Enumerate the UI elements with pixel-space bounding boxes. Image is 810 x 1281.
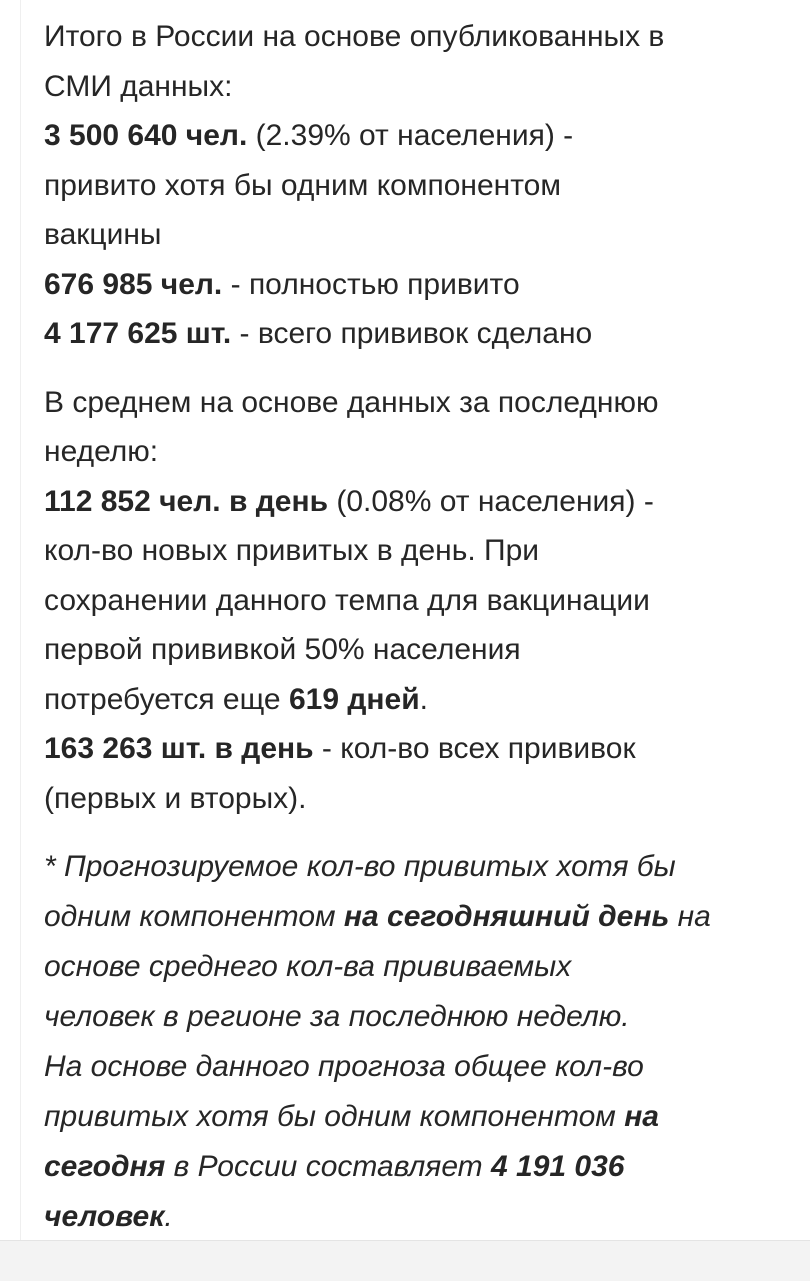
intro-line bbox=[44, 12, 764, 62]
forecast-line bbox=[44, 1192, 764, 1242]
forecast-text: основе среднего кол-ва прививаемых bbox=[44, 950, 572, 983]
fully-vaccinated-line bbox=[44, 260, 764, 310]
russia-totals-section bbox=[44, 12, 764, 359]
forecast-emphasis: на сегодняшний день bbox=[343, 900, 670, 933]
forecast-text: в России составляет bbox=[165, 1150, 491, 1183]
total-doses-line bbox=[44, 309, 764, 359]
intro-text: СМИ данных: bbox=[44, 69, 233, 103]
desc-text: привито хотя бы одним компонентом bbox=[44, 168, 561, 202]
weekly-intro-line bbox=[44, 378, 764, 428]
daily-new-desc bbox=[44, 576, 764, 626]
daily-doses-desc bbox=[44, 774, 764, 824]
forecast-text: * Прогнозируемое кол-во привитых хотя бы bbox=[44, 850, 676, 883]
desc-text: (первых и вторых). bbox=[44, 781, 307, 815]
forecast-emphasis: на bbox=[624, 1100, 659, 1133]
forecast-emphasis: человек bbox=[44, 1200, 165, 1233]
fully-vaccinated-desc: - полностью привито bbox=[222, 267, 520, 301]
desc-text: кол-во новых привитых в день. При bbox=[44, 534, 540, 567]
forecast-text: на bbox=[669, 900, 711, 933]
forecast-line bbox=[44, 1042, 764, 1092]
forecast-line bbox=[44, 1142, 764, 1192]
intro-text: В среднем на основе данных за последнюю bbox=[44, 385, 659, 419]
post-content bbox=[44, 12, 764, 1261]
daily-new-value: 112 852 чел. в день bbox=[44, 484, 329, 518]
vaccinated-once-line bbox=[44, 111, 764, 161]
forecast-line bbox=[44, 842, 764, 892]
daily-new-line bbox=[44, 477, 764, 527]
forecast-total-value: 4 191 036 bbox=[491, 1150, 625, 1183]
vaccinated-once-value: 3 500 640 чел. bbox=[44, 119, 248, 152]
forecast-line bbox=[44, 1092, 764, 1142]
intro-line bbox=[44, 62, 764, 112]
forecast-text: На основе данного прогноза общее кол-во bbox=[44, 1050, 644, 1083]
forecast-line bbox=[44, 892, 764, 942]
weekly-intro-line bbox=[44, 427, 764, 477]
desc-text: первой прививкой 50% населения bbox=[44, 633, 521, 666]
forecast-line bbox=[44, 992, 764, 1042]
forecast-text: человек в регионе за последнюю неделю. bbox=[44, 1000, 630, 1033]
fully-vaccinated-value: 676 985 чел. bbox=[44, 267, 223, 301]
total-doses-desc: - всего прививок сделано bbox=[231, 317, 593, 350]
vaccinated-once-desc bbox=[44, 210, 764, 260]
daily-doses-value: 163 263 шт. в день bbox=[44, 732, 314, 765]
bottom-divider-bar bbox=[0, 1240, 810, 1281]
forecast-text: привитых хотя бы одним компонентом bbox=[44, 1100, 625, 1133]
daily-doses-line bbox=[44, 724, 764, 774]
desc-text: потребуется еще bbox=[44, 682, 289, 716]
forecast-text: одним компонентом bbox=[44, 900, 344, 933]
days-needed-line bbox=[44, 675, 764, 725]
daily-new-percent: (0.08% от населения) - bbox=[328, 484, 654, 518]
desc-text: . bbox=[419, 682, 428, 716]
weekly-average-section bbox=[44, 378, 764, 824]
desc-text: вакцины bbox=[44, 218, 162, 251]
vaccinated-once-percent: (2.39% от населения) - bbox=[247, 119, 574, 152]
forecast-emphasis: сегодня bbox=[44, 1150, 166, 1183]
vaccinated-once-desc bbox=[44, 161, 764, 211]
daily-new-desc bbox=[44, 526, 764, 576]
forecast-text: . bbox=[164, 1200, 173, 1233]
days-needed-value: 619 дней bbox=[288, 682, 420, 716]
forecast-note bbox=[44, 842, 764, 1242]
daily-new-desc bbox=[44, 625, 764, 675]
daily-doses-desc: - кол-во всех прививок bbox=[313, 732, 636, 765]
forecast-line bbox=[44, 942, 764, 992]
intro-text: неделю: bbox=[44, 435, 159, 468]
intro-text: Итого в России на основе опубликованных в bbox=[44, 20, 665, 53]
total-doses-value: 4 177 625 шт. bbox=[44, 317, 232, 350]
desc-text: сохранении данного темпа для вакцинации bbox=[44, 583, 650, 617]
